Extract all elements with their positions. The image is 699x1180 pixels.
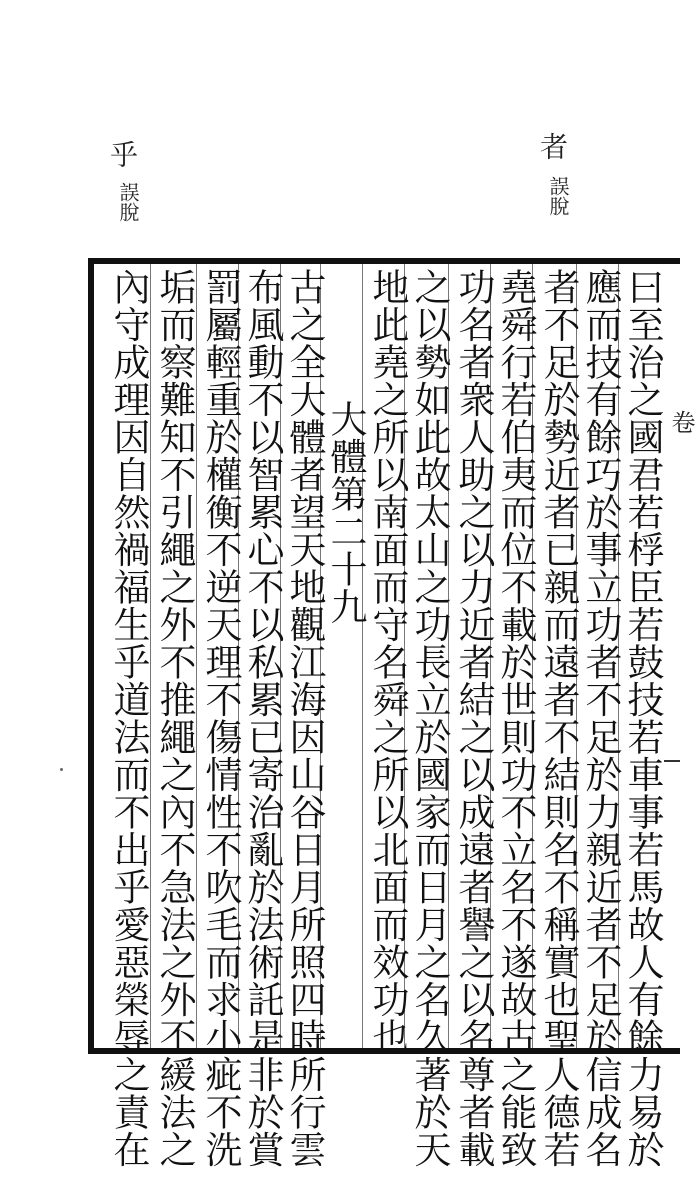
text-column-4: 堯舜行若伯夷而位不載於世則功不立名不遂故古之能致: [494, 268, 537, 1168]
margin-note-left: 誤脫: [116, 182, 140, 222]
chapter-heading: 大體第二十九: [324, 400, 367, 625]
text-column-7: 地此堯之所以南面而守名舜之所以北面而效功也: [366, 268, 409, 1056]
column-rule: [196, 264, 197, 1048]
margin-note-right: 誤脫: [546, 176, 570, 216]
margin-dot: [60, 768, 63, 771]
text-column-13: 內守成理因自然禍福生乎道法而不出乎愛惡榮辱之責在: [107, 268, 150, 1168]
column-rule: [150, 264, 151, 1048]
margin-mark-right: 者: [536, 132, 569, 160]
text-column-10: 布風動不以智累心不以私累已寄治亂於法術託是非於賞: [241, 268, 284, 1168]
folio-mark: 卷: [667, 410, 695, 434]
text-column-5: 功名者衆人助之以力近者結之以成遠者譽之以名尊者載: [452, 268, 495, 1168]
text-column-2: 應而技有餘巧於事立功者不足於力親近者不足於信成名: [579, 268, 622, 1168]
text-column-12: 垢而察難知不引繩之外不推繩之內不急法之外不緩法之: [153, 268, 196, 1168]
text-column-3: 者不足於勢近者已親而遠者不結則名不稱實也聖人德若: [537, 268, 580, 1168]
text-column-1: 曰至治之國君若桴臣若鼓技若車事若馬故人有餘力易於: [621, 268, 664, 1168]
text-column-11: 罰屬輕重於權衡不逆天理不傷情性不吹毛而求小疵不洗: [199, 268, 242, 1168]
text-column-9: 古之全大體者望天地觀江海因山谷日月所照四時所行雲: [283, 268, 326, 1168]
margin-mark-left: 乎: [106, 140, 139, 168]
folio-tick: [664, 760, 680, 762]
text-column-6: 之以勢如此故太山之功長立於國家而日月之名久著於天: [408, 268, 451, 1168]
